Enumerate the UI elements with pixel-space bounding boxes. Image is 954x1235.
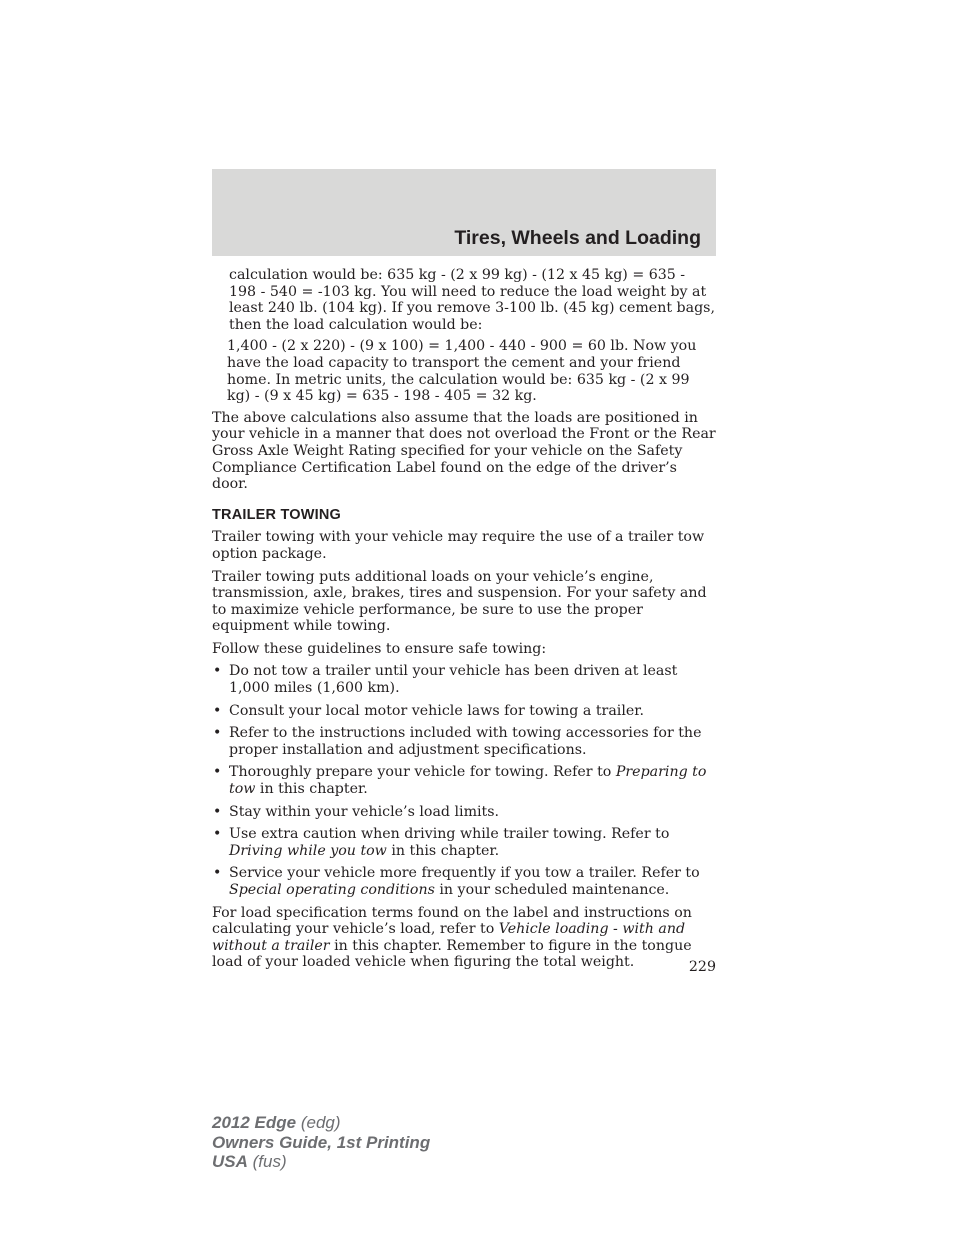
guidelines-list bbox=[212, 663, 716, 898]
closing-text: in this chapter. Remember to figure in the tongue load of your loaded vehicle when figuring the total weight. bbox=[212, 937, 692, 971]
cross-reference-vehicle-loading: Vehicle loading - with and without a trailer bbox=[212, 921, 686, 954]
list-item-text: in this chapter. bbox=[255, 781, 368, 798]
closing-paragraph bbox=[212, 905, 716, 971]
page-content bbox=[212, 267, 716, 971]
bullet-icon: • bbox=[213, 826, 222, 843]
list-item bbox=[212, 725, 716, 758]
list-item bbox=[212, 804, 716, 821]
bullet-icon: • bbox=[213, 865, 222, 882]
footer-guide-edition: Owners Guide, 1st Printing bbox=[212, 1132, 431, 1152]
trailer-paragraph-2: Trailer towing puts additional loads on your vehicle’s engine, transmission, axle, brakes, tires and suspension. For your safety and to maximize vehicle performance, be sure to use the proper equipment while towing. bbox=[212, 568, 707, 635]
list-item-text: Do not tow a trailer until your vehicle has been driven at least 1,000 miles (1,600 km). bbox=[229, 663, 678, 697]
list-item-text: Stay within your vehicle’s load limits. bbox=[229, 803, 500, 820]
trailer-paragraph-3: Follow these guidelines to ensure safe towing: bbox=[212, 640, 547, 657]
list-item bbox=[212, 865, 716, 898]
list-item-text: in this chapter. bbox=[386, 842, 500, 859]
list-item bbox=[212, 764, 716, 797]
footer-market-code: (fus) bbox=[247, 1152, 287, 1171]
list-item bbox=[212, 826, 716, 859]
bullet-icon: • bbox=[213, 803, 222, 820]
section-heading-trailer-towing: TRAILER TOWING bbox=[212, 506, 341, 523]
cross-reference-driving-while-you-tow: Driving while you tow bbox=[229, 842, 387, 859]
list-item-text: in your scheduled maintenance. bbox=[434, 882, 670, 898]
bullet-icon: • bbox=[213, 764, 222, 781]
list-item-text: Thoroughly prepare your vehicle for towing. Refer to bbox=[229, 764, 616, 781]
list-item-text: Refer to the instructions included with towing accessories for the proper installation and adjustment specifications. bbox=[229, 725, 702, 758]
trailer-paragraph-1: Trailer towing with your vehicle may require the use of a trailer tow option package. bbox=[212, 529, 705, 562]
footer-model: 2012 Edge bbox=[212, 1113, 297, 1132]
footer-line-market bbox=[212, 1152, 430, 1172]
document-footer bbox=[212, 1113, 430, 1172]
list-item bbox=[212, 663, 716, 696]
chapter-title: Tires, Wheels and Loading bbox=[454, 227, 701, 249]
bullet-icon: • bbox=[213, 702, 222, 719]
footer-model-code: (edg) bbox=[296, 1113, 341, 1132]
cross-reference-special-operating-conditions: Special operating conditions bbox=[229, 882, 435, 898]
list-item-text: Consult your local motor vehicle laws for towing a trailer. bbox=[229, 702, 645, 719]
footer-market: USA bbox=[212, 1152, 248, 1171]
footer-line-model bbox=[212, 1113, 430, 1133]
list-item bbox=[212, 703, 716, 720]
list-item-text: Service your vehicle more frequently if you tow a trailer. Refer to bbox=[229, 865, 700, 882]
bullet-icon: • bbox=[213, 725, 222, 742]
cross-reference-preparing-to-tow: Preparing to tow bbox=[229, 764, 707, 798]
calculation-paragraph-2: 1,400 - (2 x 220) - (9 x 100) = 1,400 - 440 - 900 = 60 lb. Now you have the load capacity to transport the cement and your friend home. In metric units, the calculation would be: 635 kg - (2 x 99 kg) - (9 x 45 kg) = 635 - 198 - 405 = 32 kg. bbox=[227, 338, 697, 405]
list-item-text: Use extra caution when driving while trailer towing. Refer to bbox=[229, 826, 670, 843]
bullet-icon: • bbox=[213, 663, 222, 680]
assumption-paragraph: The above calculations also assume that the loads are positioned in your vehicle in a manner that does not overload the Front or the Rear Gross Axle Weight Rating specified for your vehicle on the Safety Compliance Certification Label found on the edge of the driver’s door. bbox=[212, 409, 716, 493]
footer-line-guide bbox=[212, 1133, 430, 1153]
calculation-paragraph-1: calculation would be: 635 kg - (2 x 99 kg) - (12 x 45 kg) = 635 - 198 - 540 = -103 kg. You will need to reduce the load weight by at least 240 lb. (104 kg). If you remove 3-100 lb. (45 kg) cement bags, then the load calculation would be: bbox=[229, 267, 715, 333]
chapter-header-band bbox=[212, 169, 716, 256]
closing-text: For load specification terms found on the label and instructions on calculating your vehicle’s load, refer to bbox=[212, 904, 692, 938]
page-number: 229 bbox=[688, 959, 716, 975]
